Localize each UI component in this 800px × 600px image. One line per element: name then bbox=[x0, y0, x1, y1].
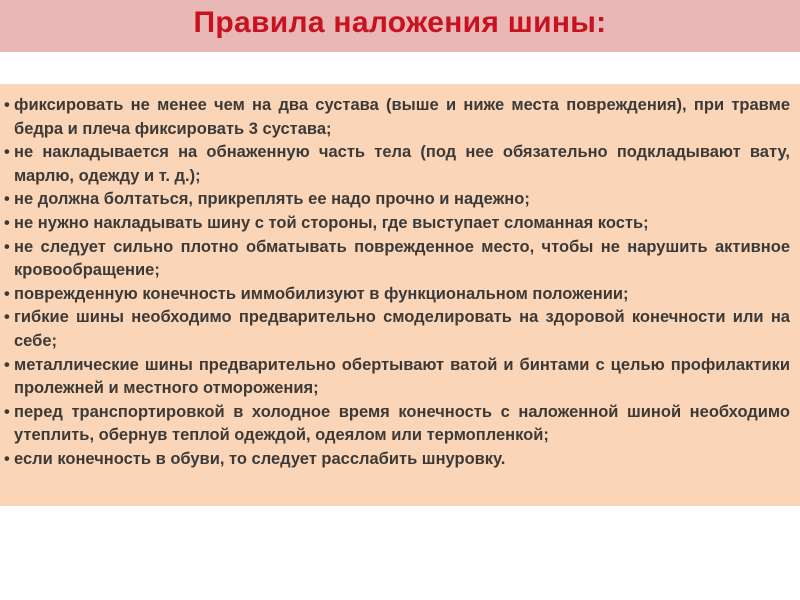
rule-item bbox=[4, 236, 790, 283]
rule-text: гибкие шины необходимо предварительно смоделировать на здоровой конечности или на себе; bbox=[14, 308, 790, 350]
rule-item bbox=[4, 141, 790, 188]
rule-item bbox=[4, 212, 790, 236]
rule-text: не нужно накладывать шину с той стороны, где выступает сломанная кость; bbox=[14, 213, 649, 232]
rule-item bbox=[4, 401, 790, 448]
rule-item bbox=[4, 354, 790, 401]
rules-list bbox=[4, 94, 790, 472]
bullet-icon: • bbox=[4, 190, 10, 209]
rule-text: фиксировать не менее чем на два сустава (выше и ниже места повреждения), при травме бедра и плеча фиксировать 3 сустава; bbox=[14, 96, 790, 138]
bullet-icon: • bbox=[4, 284, 10, 303]
bullet-icon: • bbox=[4, 237, 10, 256]
rule-text: если конечность в обуви, то следует расслабить шнуровку. bbox=[14, 449, 506, 468]
bullet-icon: • bbox=[4, 308, 10, 327]
rule-item bbox=[4, 306, 790, 353]
bullet-icon: • bbox=[4, 449, 10, 468]
rule-item bbox=[4, 94, 790, 141]
bullet-icon: • bbox=[4, 355, 10, 374]
rule-item bbox=[4, 448, 790, 472]
rule-item bbox=[4, 188, 790, 212]
bullet-icon: • bbox=[4, 96, 10, 114]
rule-text: металлические шины предварительно обертывают ватой и бинтами с целью профилактики пролежней и местного отморожения; bbox=[14, 355, 790, 398]
rule-text: поврежденную конечность иммобилизуют в функциональном положении; bbox=[14, 284, 629, 303]
title-bar bbox=[0, 0, 800, 52]
rule-item bbox=[4, 283, 790, 307]
slide-title: Правила наложения шины: bbox=[193, 6, 607, 39]
rule-text: не следует сильно плотно обматывать поврежденное место, чтобы не нарушить активное кровообращение; bbox=[14, 237, 790, 280]
bullet-icon: • bbox=[4, 143, 10, 162]
content-panel bbox=[0, 84, 800, 506]
rule-text: перед транспортировкой в холодное время конечность с наложенной шиной необходимо утеплить, обернув теплой одеждой, одеялом или термопленкой; bbox=[14, 402, 790, 445]
bullet-icon: • bbox=[4, 402, 10, 421]
rule-text: не накладывается на обнаженную часть тела (под нее обязательно подкладывают вату, марлю, одежду и т. д.); bbox=[14, 143, 790, 185]
rule-text: не должна болтаться, прикреплять ее надо прочно и надежно; bbox=[14, 190, 530, 209]
bullet-icon: • bbox=[4, 213, 10, 232]
